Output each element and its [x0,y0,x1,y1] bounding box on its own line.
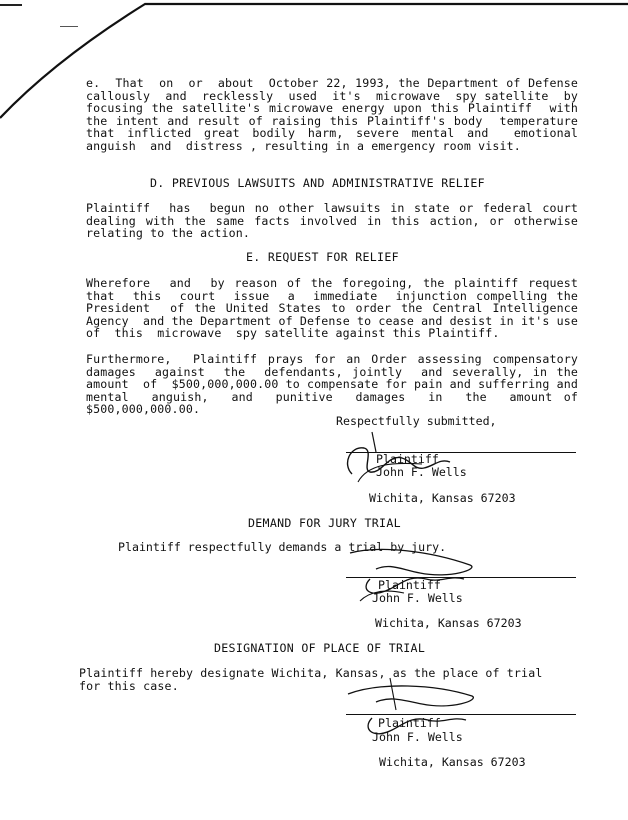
place-of-trial-text: Plaintiff hereby designate Wichita, Kansas, as the place of trial for this case. [79,666,550,693]
scan-mark [0,4,22,6]
signer-name: John F. Wells [372,730,463,744]
section-heading-place: DESIGNATION OF PLACE OF TRIAL [214,641,426,655]
signer-role: Plaintiff [378,716,441,730]
section-heading-e: E. REQUEST FOR RELIEF [246,250,399,264]
signer-address: Wichita, Kansas 67203 [369,491,516,505]
jury-demand-text: Plaintiff respectfully demands a trial by jury. [118,540,447,554]
signer-role: Plaintiff [378,578,441,592]
paragraph-previous-lawsuits: Plaintiff has begun no other lawsuits in state or federal court dealing with the same facts involved in this action, or otherwise relating to the action. [86,201,586,241]
signer-name: John F. Wells [372,591,463,605]
section-heading-d: D. PREVIOUS LAWSUITS AND ADMINISTRATIVE RELIEF [150,176,485,190]
scan-mark [60,26,78,27]
signer-address: Wichita, Kansas 67203 [379,755,526,769]
signer-name: John F. Wells [376,465,467,479]
paragraph-furthermore: Furthermore, Plaintiff prays for an Order assessing compensatory damages against the defendants, jointly and severally, in the amount of $500,000,000.00 to compensate for pain and sufferring and mental anguish, and punitive damages in the amount of $500,000,000.00. [86,352,593,417]
section-heading-jury: DEMAND FOR JURY TRIAL [248,516,401,530]
signer-role: Plaintiff [376,452,439,466]
closing-respectfully-submitted: Respectfully submitted, [336,414,497,428]
paragraph-wherefore: Wherefore and by reason of the foregoing, the plaintiff request that this court issue a immediate injunction compelling the President of the United States to order the Central Intelligence Agency and the Department of Defense to cease and desist in it's use of this microwave spy satellite against this Plaintiff. [86,276,593,341]
paragraph-e: e. That on or about October 22, 1993, the Department of Defense callously and recklessly used it's microwave spy satellite by focusing the satellite's microwave energy upon this Plaintiff with the intent and result of raising this Plaintiff's body temperature that inflicted great bodily harm, severe mental and emotional anguish and distress , resulting in a emergency room visit. [86,76,593,153]
signature-line [346,714,576,715]
signer-address: Wichita, Kansas 67203 [375,616,522,630]
